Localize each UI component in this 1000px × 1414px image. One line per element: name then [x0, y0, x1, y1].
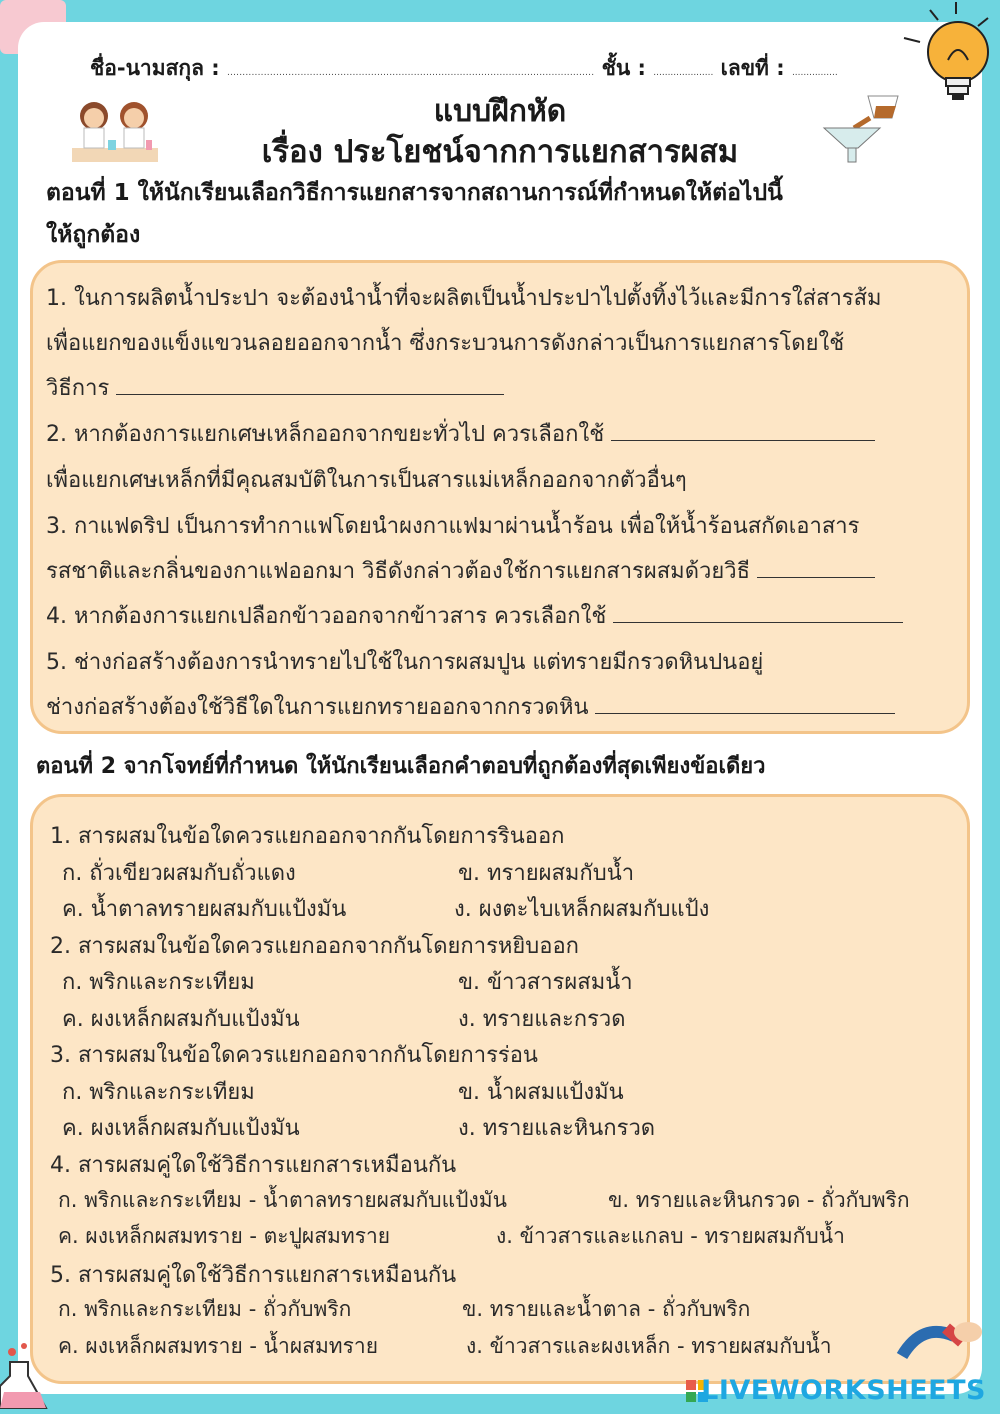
- q4-option-b[interactable]: ข. ทรายและหินกรวด - ถั่วกับพริก: [608, 1188, 910, 1212]
- part1-line-4: [46, 416, 875, 451]
- number-field[interactable]: ................: [791, 68, 838, 78]
- worksheet-title: แบบฝึกหัด: [433, 94, 567, 129]
- q4-option-d[interactable]: ง. ข้าวสารและแกลบ - ทรายผสมกับน้ำ: [496, 1224, 845, 1248]
- part1-line-5: เพื่อแยกเศษเหล็กที่มีคุณสมบัติในการเป็นสารแม่เหล็กออกจากตัวอื่นๆ: [46, 468, 687, 493]
- q4-option-a[interactable]: ก. พริกและกระเทียม - น้ำตาลทรายผสมกับแป้งมัน: [58, 1188, 507, 1212]
- part1-line-3: [46, 370, 504, 405]
- q5-option-a[interactable]: ก. พริกและกระเทียม - ถั่วกับพริก: [58, 1297, 352, 1321]
- question-4: 4. สารผสมคู่ใดใช้วิธีการแยกสารเหมือนกัน: [50, 1153, 457, 1178]
- q5-option-b[interactable]: ข. ทรายและน้ำตาล - ถั่วกับพริก: [462, 1297, 751, 1321]
- part2-heading: ตอนที่ 2 จากโจทย์ที่กำหนด ให้นักเรียนเลือกคำตอบที่ถูกต้องที่สุดเพียงข้อเดียว: [36, 754, 766, 779]
- question-1: 1. สารผสมในข้อใดควรแยกออกจากกันโดยการรินออก: [50, 824, 565, 849]
- student-info-line: [90, 52, 838, 85]
- answer-blank-4[interactable]: [613, 602, 903, 623]
- part1-line-2: เพื่อแยกของแข็งแขวนลอยออกจากน้ำ ซึ่งกระบวนการดังกล่าวเป็นการแยกสารโดยใช้: [46, 331, 845, 356]
- class-field[interactable]: .....................: [653, 68, 714, 78]
- part1-line-10: [46, 689, 895, 724]
- part1-line-8: [46, 598, 903, 633]
- worksheet-subtitle: เรื่อง ประโยชน์จากการแยกสารผสม: [261, 134, 739, 170]
- q3-option-d[interactable]: ง. ทรายและหินกรวด: [458, 1116, 656, 1141]
- q1-option-c[interactable]: ค. น้ำตาลทรายผสมกับแป้งมัน: [62, 897, 347, 922]
- q2-option-c[interactable]: ค. ผงเหล็กผสมกับแป้งมัน: [62, 1007, 300, 1032]
- q5-option-c[interactable]: ค. ผงเหล็กผสมทราย - น้ำผสมทราย: [58, 1334, 379, 1358]
- q1-option-d[interactable]: ง. ผงตะไบเหล็กผสมกับแป้ง: [454, 897, 710, 922]
- q2-option-d[interactable]: ง. ทรายและกรวด: [458, 1007, 626, 1032]
- part1-q1-prefix: วิธีการ: [46, 376, 110, 401]
- part1-q4-text: 4. หากต้องการแยกเปลือกข้าวออกจากข้าวสาร ควรเลือกใช้: [46, 604, 607, 629]
- part1-heading: [46, 172, 783, 256]
- answer-blank-5[interactable]: [595, 693, 895, 714]
- q5-option-d[interactable]: ง. ข้าวสารและผงเหล็ก - ทรายผสมกับน้ำ: [466, 1334, 832, 1358]
- part1-line-1: 1. ในการผลิตน้ำประปา จะต้องนำน้ำที่จะผลิตเป็นน้ำประปาไปตั้งทิ้งไว้และมีการใส่สารส้ม: [46, 286, 882, 311]
- class-label: ชั้น :: [601, 56, 646, 80]
- name-label: ชื่อ-นามสกุล :: [90, 56, 220, 80]
- flask-icon: [0, 1342, 60, 1414]
- number-label: เลขที่ :: [720, 56, 785, 80]
- answer-blank-3[interactable]: [757, 557, 875, 578]
- q4-option-c[interactable]: ค. ผงเหล็กผสมทราย - ตะปูผสมทราย: [58, 1224, 391, 1248]
- name-field[interactable]: ........................................................................................................................: [227, 68, 595, 78]
- q1-option-a[interactable]: ก. ถั่วเขียวผสมกับถั่วแดง: [62, 861, 296, 886]
- part1-line-6: 3. กาแฟดริป เป็นการทำกาแฟโดยนำผงกาแฟมาผ่านน้ำร้อน เพื่อให้น้ำร้อนสกัดเอาสาร: [46, 514, 860, 539]
- q3-option-a[interactable]: ก. พริกและกระเทียม: [62, 1080, 255, 1105]
- part1-heading-line1: ตอนที่ 1 ให้นักเรียนเลือกวิธีการแยกสารจากสถานการณ์ที่กำหนดให้ต่อไปนี้: [46, 180, 783, 206]
- part1-line-9: 5. ช่างก่อสร้างต้องการนำทรายไปใช้ในการผสมปูน แต่ทรายมีกรวดหินปนอยู่: [46, 650, 764, 675]
- part1-q5-text: ช่างก่อสร้างต้องใช้วิธีใดในการแยกทรายออกจากกรวดหิน: [46, 695, 589, 720]
- q3-option-c[interactable]: ค. ผงเหล็กผสมกับแป้งมัน: [62, 1116, 300, 1141]
- part1-heading-line2: ให้ถูกต้อง: [46, 222, 141, 248]
- magnet-hand-icon: [892, 1312, 984, 1374]
- answer-blank-2[interactable]: [611, 420, 875, 441]
- question-2: 2. สารผสมในข้อใดควรแยกออกจากกันโดยการหยิบออก: [50, 934, 579, 959]
- part1-q3-text: รสชาติและกลิ่นของกาแฟออกมา วิธีดังกล่าวต้องใช้การแยกสารผสมด้วยวิธี: [46, 559, 750, 584]
- liveworksheets-watermark: LIVEWORKSHEETS: [701, 1375, 986, 1406]
- q2-option-b[interactable]: ข. ข้าวสารผสมน้ำ: [458, 970, 633, 995]
- part1-line-7: [46, 553, 875, 588]
- question-3: 3. สารผสมในข้อใดควรแยกออกจากกันโดยการร่อน: [50, 1043, 538, 1068]
- q1-option-b[interactable]: ข. ทรายผสมกับน้ำ: [458, 861, 635, 886]
- q2-option-a[interactable]: ก. พริกและกระเทียม: [62, 970, 255, 995]
- answer-blank-1[interactable]: [116, 374, 504, 395]
- question-5: 5. สารผสมคู่ใดใช้วิธีการแยกสารเหมือนกัน: [50, 1263, 457, 1288]
- q3-option-b[interactable]: ข. น้ำผสมแป้งมัน: [458, 1080, 624, 1105]
- part1-q2-text: 2. หากต้องการแยกเศษเหล็กออกจากขยะทั่วไป ควรเลือกใช้: [46, 422, 605, 447]
